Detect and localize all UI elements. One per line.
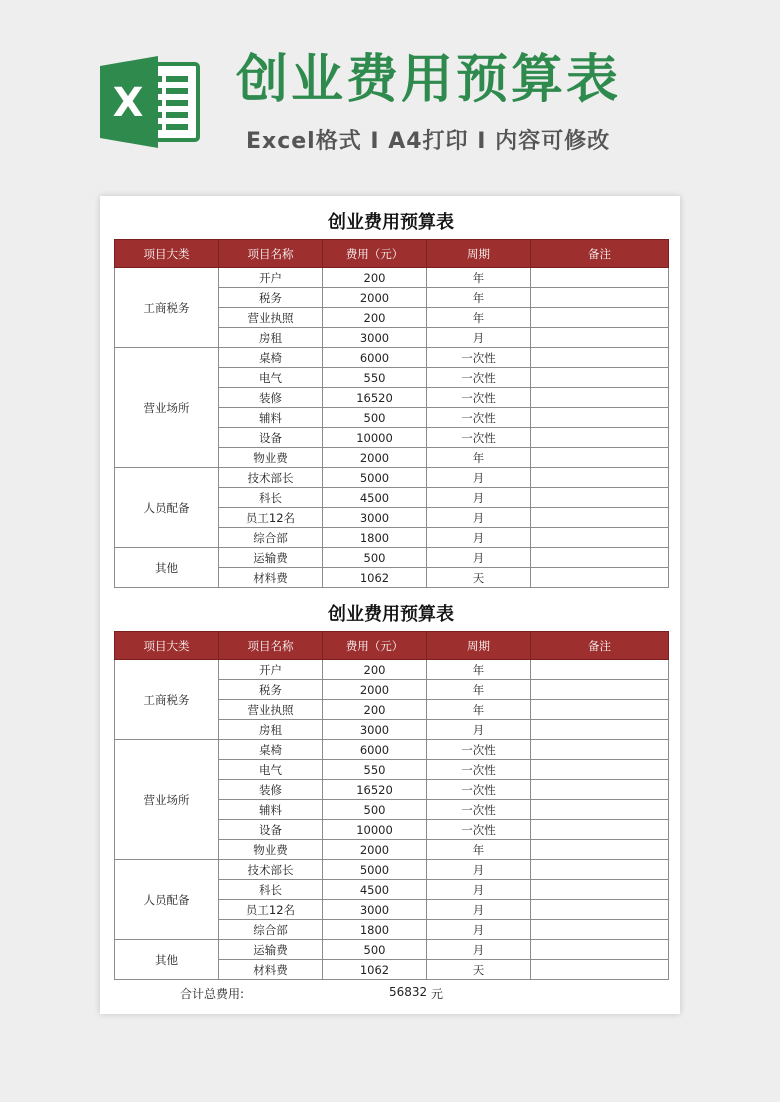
- note-cell[interactable]: [531, 328, 669, 348]
- total-value: 56832: [389, 985, 428, 999]
- note-cell[interactable]: [531, 468, 669, 488]
- cost-cell[interactable]: 10000: [323, 820, 427, 840]
- period-cell[interactable]: 月: [427, 468, 531, 488]
- item-name-cell[interactable]: 综合部: [219, 528, 323, 548]
- logo-letter: X: [112, 80, 144, 126]
- note-cell[interactable]: [531, 348, 669, 368]
- cost-cell[interactable]: 6000: [323, 740, 427, 760]
- table-row: [115, 660, 669, 680]
- period-cell[interactable]: 一次性: [427, 760, 531, 780]
- period-cell[interactable]: 天: [427, 568, 531, 588]
- period-cell[interactable]: 月: [427, 548, 531, 568]
- item-name-cell[interactable]: 辅料: [219, 800, 323, 820]
- spreadsheet-paper: [100, 196, 680, 1014]
- item-name-cell[interactable]: 员工12名: [219, 900, 323, 920]
- period-cell[interactable]: 一次性: [427, 820, 531, 840]
- item-name-cell[interactable]: 材料费: [219, 960, 323, 980]
- item-name-cell[interactable]: 装修: [219, 388, 323, 408]
- cost-cell[interactable]: 1800: [323, 528, 427, 548]
- note-cell[interactable]: [531, 700, 669, 720]
- cost-cell[interactable]: 4500: [323, 488, 427, 508]
- cost-cell[interactable]: 2000: [323, 680, 427, 700]
- item-name-cell[interactable]: 装修: [219, 780, 323, 800]
- cost-cell[interactable]: 550: [323, 368, 427, 388]
- item-name-cell[interactable]: 设备: [219, 428, 323, 448]
- period-cell[interactable]: 月: [427, 920, 531, 940]
- item-name-cell[interactable]: 综合部: [219, 920, 323, 940]
- period-cell[interactable]: 一次性: [427, 348, 531, 368]
- note-cell[interactable]: [531, 900, 669, 920]
- item-name-cell[interactable]: 运输费: [219, 548, 323, 568]
- item-name-cell[interactable]: 辅料: [219, 408, 323, 428]
- column-header: 备注: [531, 240, 669, 268]
- table-row: [115, 860, 669, 880]
- note-cell[interactable]: [531, 308, 669, 328]
- table-row: [115, 348, 669, 368]
- item-name-cell[interactable]: 营业执照: [219, 700, 323, 720]
- column-header: 项目名称: [219, 632, 323, 660]
- table-row: [115, 548, 669, 568]
- period-cell[interactable]: 月: [427, 488, 531, 508]
- cost-cell[interactable]: 200: [323, 660, 427, 680]
- note-cell[interactable]: [531, 368, 669, 388]
- cost-cell[interactable]: 5000: [323, 860, 427, 880]
- item-name-cell[interactable]: 开户: [219, 660, 323, 680]
- sheet-title-2: 创业费用预算表: [328, 604, 454, 625]
- cost-cell[interactable]: 10000: [323, 428, 427, 448]
- cost-cell[interactable]: 2000: [323, 840, 427, 860]
- total-label: 合计总费用:: [180, 987, 245, 1001]
- total-row: [114, 983, 668, 1003]
- period-cell[interactable]: 年: [427, 268, 531, 288]
- total-unit: 元: [431, 987, 444, 1001]
- column-header: 费用（元）: [323, 240, 427, 268]
- item-name-cell[interactable]: 房租: [219, 328, 323, 348]
- category-cell[interactable]: 人员配备: [115, 468, 219, 548]
- note-cell[interactable]: [531, 720, 669, 740]
- cost-cell[interactable]: 5000: [323, 468, 427, 488]
- note-cell[interactable]: [531, 568, 669, 588]
- cost-cell[interactable]: 3000: [323, 720, 427, 740]
- item-name-cell[interactable]: 物业费: [219, 840, 323, 860]
- category-cell[interactable]: 其他: [115, 548, 219, 588]
- cost-cell[interactable]: 2000: [323, 448, 427, 468]
- note-cell[interactable]: [531, 268, 669, 288]
- period-cell[interactable]: 年: [427, 840, 531, 860]
- period-cell[interactable]: 年: [427, 448, 531, 468]
- note-cell[interactable]: [531, 548, 669, 568]
- period-cell[interactable]: 年: [427, 700, 531, 720]
- note-cell[interactable]: [531, 820, 669, 840]
- page-subtitle: Excel格式 I A4打印 I 内容可修改: [246, 129, 611, 154]
- period-cell[interactable]: 一次性: [427, 428, 531, 448]
- category-cell[interactable]: 营业场所: [115, 740, 219, 860]
- cost-cell[interactable]: 4500: [323, 880, 427, 900]
- column-header: 周期: [427, 632, 531, 660]
- cost-cell[interactable]: 200: [323, 308, 427, 328]
- table-row: [115, 940, 669, 960]
- note-cell[interactable]: [531, 428, 669, 448]
- period-cell[interactable]: 月: [427, 328, 531, 348]
- item-name-cell[interactable]: 开户: [219, 268, 323, 288]
- period-cell[interactable]: 年: [427, 660, 531, 680]
- note-cell[interactable]: [531, 288, 669, 308]
- period-cell[interactable]: 一次性: [427, 408, 531, 428]
- item-name-cell[interactable]: 电气: [219, 760, 323, 780]
- note-cell[interactable]: [531, 760, 669, 780]
- item-name-cell[interactable]: 电气: [219, 368, 323, 388]
- note-cell[interactable]: [531, 408, 669, 428]
- note-cell[interactable]: [531, 488, 669, 508]
- period-cell[interactable]: 月: [427, 720, 531, 740]
- column-header: 备注: [531, 632, 669, 660]
- budget-table-1: [114, 239, 669, 588]
- item-name-cell[interactable]: 物业费: [219, 448, 323, 468]
- column-header: 项目大类: [115, 240, 219, 268]
- item-name-cell[interactable]: 技术部长: [219, 860, 323, 880]
- period-cell[interactable]: 一次性: [427, 800, 531, 820]
- cost-cell[interactable]: 500: [323, 408, 427, 428]
- period-cell[interactable]: 年: [427, 308, 531, 328]
- cost-cell[interactable]: 500: [323, 800, 427, 820]
- note-cell[interactable]: [531, 740, 669, 760]
- period-cell[interactable]: 月: [427, 508, 531, 528]
- item-name-cell[interactable]: 房租: [219, 720, 323, 740]
- note-cell[interactable]: [531, 508, 669, 528]
- cost-cell[interactable]: 16520: [323, 780, 427, 800]
- item-name-cell[interactable]: 技术部长: [219, 468, 323, 488]
- excel-logo-icon: [100, 56, 200, 148]
- table-row: [115, 268, 669, 288]
- column-header: 周期: [427, 240, 531, 268]
- cost-cell[interactable]: 2000: [323, 288, 427, 308]
- item-name-cell[interactable]: 设备: [219, 820, 323, 840]
- cost-cell[interactable]: 500: [323, 940, 427, 960]
- period-cell[interactable]: 一次性: [427, 388, 531, 408]
- note-cell[interactable]: [531, 448, 669, 468]
- note-cell[interactable]: [531, 388, 669, 408]
- table-row: [115, 740, 669, 760]
- period-cell[interactable]: 年: [427, 680, 531, 700]
- cost-cell[interactable]: 3000: [323, 328, 427, 348]
- cost-cell[interactable]: 3000: [323, 900, 427, 920]
- cost-cell[interactable]: 1800: [323, 920, 427, 940]
- cost-cell[interactable]: 200: [323, 700, 427, 720]
- note-cell[interactable]: [531, 800, 669, 820]
- note-cell[interactable]: [531, 960, 669, 980]
- period-cell[interactable]: 一次性: [427, 780, 531, 800]
- item-name-cell[interactable]: 科长: [219, 488, 323, 508]
- cost-cell[interactable]: 1062: [323, 568, 427, 588]
- table-row: [115, 468, 669, 488]
- item-name-cell[interactable]: 材料费: [219, 568, 323, 588]
- note-cell[interactable]: [531, 860, 669, 880]
- sheet-title-1: 创业费用预算表: [328, 212, 454, 233]
- category-cell[interactable]: 人员配备: [115, 860, 219, 940]
- item-name-cell[interactable]: 科长: [219, 880, 323, 900]
- cost-cell[interactable]: 3000: [323, 508, 427, 528]
- category-cell[interactable]: 工商税务: [115, 268, 219, 348]
- item-name-cell[interactable]: 税务: [219, 288, 323, 308]
- item-name-cell[interactable]: 税务: [219, 680, 323, 700]
- period-cell[interactable]: 月: [427, 528, 531, 548]
- cost-cell[interactable]: 200: [323, 268, 427, 288]
- period-cell[interactable]: 一次性: [427, 368, 531, 388]
- item-name-cell[interactable]: 桌椅: [219, 348, 323, 368]
- note-cell[interactable]: [531, 920, 669, 940]
- period-cell[interactable]: 月: [427, 880, 531, 900]
- budget-table-2: [114, 631, 669, 980]
- item-name-cell[interactable]: 员工12名: [219, 508, 323, 528]
- category-cell[interactable]: 其他: [115, 940, 219, 980]
- note-cell[interactable]: [531, 528, 669, 548]
- note-cell[interactable]: [531, 880, 669, 900]
- cost-cell[interactable]: 6000: [323, 348, 427, 368]
- cost-cell[interactable]: 500: [323, 548, 427, 568]
- category-cell[interactable]: 营业场所: [115, 348, 219, 468]
- period-cell[interactable]: 月: [427, 900, 531, 920]
- period-cell[interactable]: 年: [427, 288, 531, 308]
- note-cell[interactable]: [531, 840, 669, 860]
- period-cell[interactable]: 月: [427, 860, 531, 880]
- category-cell[interactable]: 工商税务: [115, 660, 219, 740]
- note-cell[interactable]: [531, 660, 669, 680]
- cost-cell[interactable]: 550: [323, 760, 427, 780]
- item-name-cell[interactable]: 营业执照: [219, 308, 323, 328]
- note-cell[interactable]: [531, 780, 669, 800]
- item-name-cell[interactable]: 运输费: [219, 940, 323, 960]
- note-cell[interactable]: [531, 680, 669, 700]
- note-cell[interactable]: [531, 940, 669, 960]
- column-header: 费用（元）: [323, 632, 427, 660]
- period-cell[interactable]: 月: [427, 940, 531, 960]
- cost-cell[interactable]: 1062: [323, 960, 427, 980]
- cost-cell[interactable]: 16520: [323, 388, 427, 408]
- column-header: 项目大类: [115, 632, 219, 660]
- column-header: 项目名称: [219, 240, 323, 268]
- period-cell[interactable]: 天: [427, 960, 531, 980]
- period-cell[interactable]: 一次性: [427, 740, 531, 760]
- page-title: 创业费用预算表: [236, 50, 622, 110]
- item-name-cell[interactable]: 桌椅: [219, 740, 323, 760]
